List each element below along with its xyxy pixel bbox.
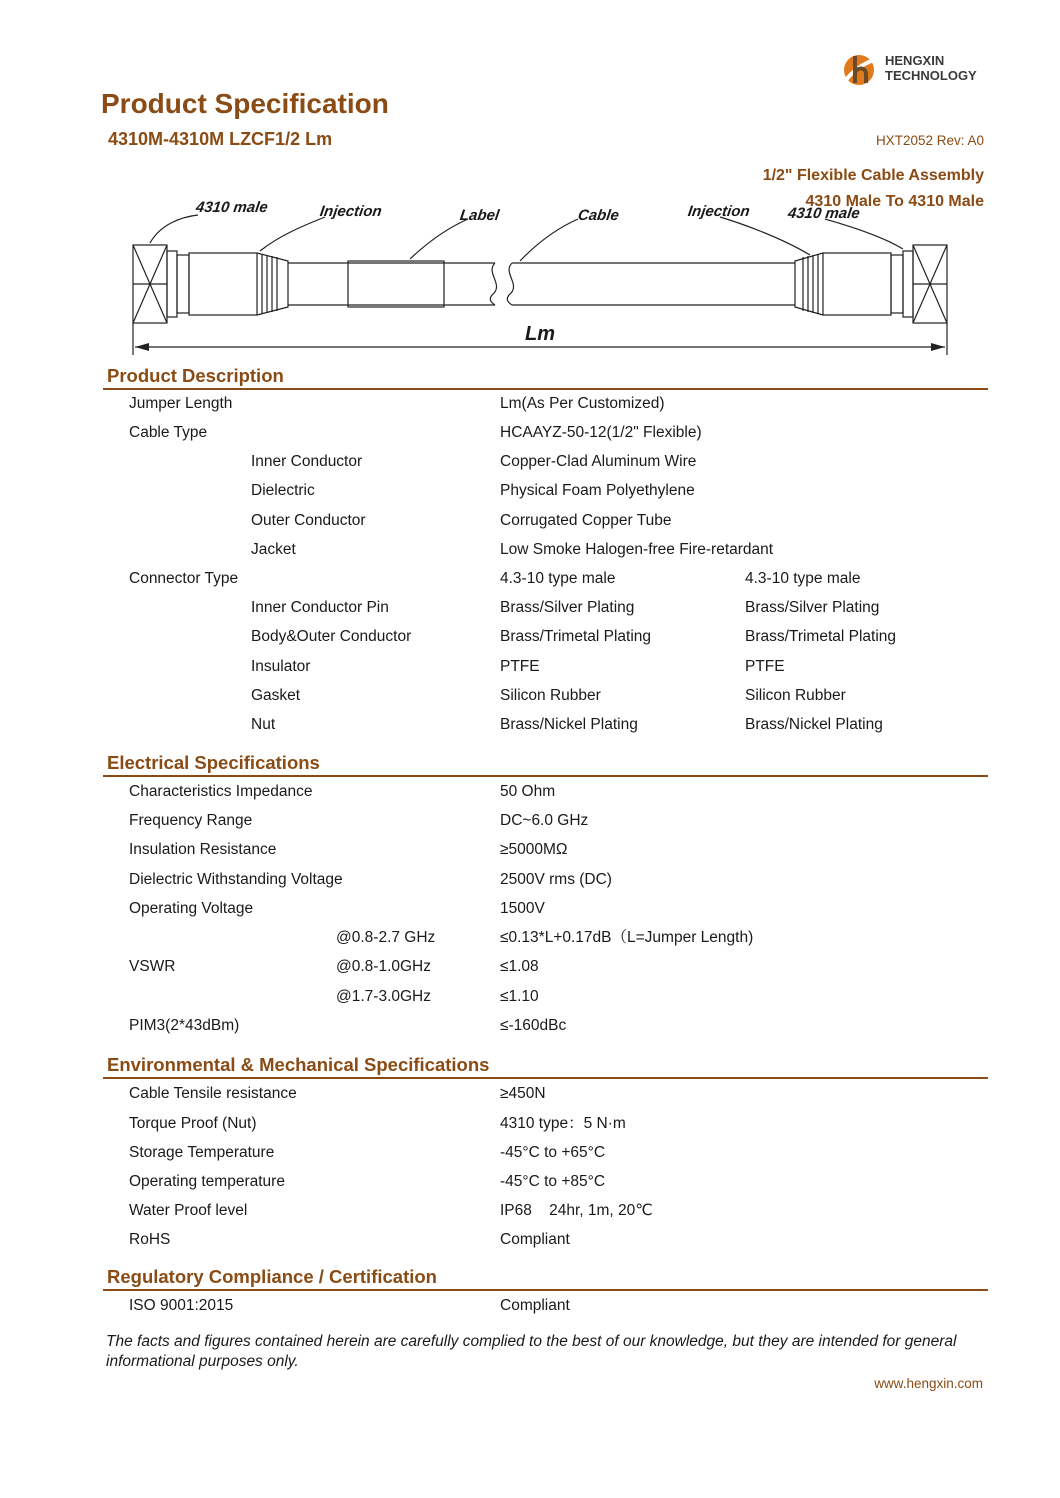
spec-name: Jumper Length — [129, 395, 233, 412]
spec-row — [0, 535, 1060, 564]
spec-value: IP68 24hr, 1m, 20℃ — [500, 1202, 653, 1219]
spec-value: PTFE — [500, 658, 540, 675]
spec-row — [0, 894, 1060, 923]
spec-row — [0, 710, 1060, 739]
model-number: 4310M-4310M LZCF1/2 Lm — [108, 129, 333, 149]
spec-value: ≤-160dBc — [500, 1017, 567, 1034]
spec-row — [0, 564, 1060, 593]
spec-row — [0, 835, 1060, 864]
spec-subname: Insulator — [251, 658, 311, 675]
cable-assembly-drawing — [120, 195, 960, 365]
spec-row — [0, 1167, 1060, 1196]
spec-value: Brass/Silver Plating — [500, 599, 635, 616]
spec-name: Cable Type — [129, 424, 208, 441]
spec-value: Compliant — [500, 1231, 570, 1248]
spec-name: Dielectric Withstanding Voltage — [129, 871, 343, 888]
spec-subname: Dielectric — [251, 482, 315, 499]
spec-row — [0, 593, 1060, 622]
spec-row — [0, 506, 1060, 535]
spec-row — [0, 681, 1060, 710]
regulatory-compliance-heading: Regulatory Compliance / Certification — [107, 1266, 437, 1287]
product-description-heading: Product Description — [107, 365, 284, 386]
spec-value-2: Silicon Rubber — [745, 687, 846, 704]
spec-row — [0, 1291, 1060, 1320]
right-connector-label: 4310 male — [786, 205, 861, 222]
spec-value: ≥450N — [500, 1085, 546, 1102]
spec-subname: Nut — [251, 716, 276, 733]
spec-subname: Gasket — [251, 687, 301, 704]
spec-value: Compliant — [500, 1297, 570, 1314]
spec-row — [0, 1138, 1060, 1167]
spec-value: 2500V rms (DC) — [500, 871, 612, 888]
spec-value: Lm(As Per Customized) — [500, 395, 665, 412]
page-title: Product Specification — [101, 88, 389, 119]
spec-value-2: Brass/Nickel Plating — [745, 716, 883, 733]
spec-value: ≥5000MΩ — [500, 841, 568, 858]
spec-value: 4.3-10 type male — [500, 570, 616, 587]
spec-value: ≤1.10 — [500, 988, 539, 1005]
spec-subname: Outer Conductor — [251, 512, 366, 529]
spec-row — [0, 652, 1060, 681]
assembly-line1: 1/2" Flexible Cable Assembly — [762, 167, 984, 184]
spec-name: PIM3(2*43dBm) — [129, 1017, 240, 1034]
spec-value: Low Smoke Halogen-free Fire-retardant — [500, 541, 774, 558]
spec-row — [0, 447, 1060, 476]
spec-row — [0, 1196, 1060, 1225]
spec-value: Brass/Nickel Plating — [500, 716, 638, 733]
spec-subname: Jacket — [251, 541, 296, 558]
left-connector-label: 4310 male — [194, 199, 269, 216]
spec-subname: Inner Conductor Pin — [251, 599, 389, 616]
spec-value-2: Brass/Silver Plating — [745, 599, 880, 616]
length-dimension-label: Lm — [525, 323, 555, 345]
spec-row — [0, 1109, 1060, 1138]
electrical-specifications-heading: Electrical Specifications — [107, 752, 320, 773]
spec-row — [0, 777, 1060, 806]
spec-name: Operating Voltage — [129, 900, 254, 917]
spec-name: VSWR — [129, 958, 176, 975]
assembly-line2: 4310 Male To 4310 Male — [805, 193, 984, 210]
spec-value: -45°C to +65°C — [500, 1144, 606, 1161]
spec-name: Water Proof level — [129, 1202, 248, 1219]
right-injection-label: Injection — [686, 203, 751, 220]
spec-name: Insulation Resistance — [129, 841, 277, 858]
spec-row — [0, 1225, 1060, 1254]
spec-name: Connector Type — [129, 570, 239, 587]
spec-value-2: 4.3-10 type male — [745, 570, 861, 587]
left-injection-label: Injection — [318, 203, 383, 220]
spec-row — [0, 865, 1060, 894]
spec-row — [0, 622, 1060, 651]
spec-name: Storage Temperature — [129, 1144, 275, 1161]
spec-name: Frequency Range — [129, 812, 253, 829]
spec-row — [0, 923, 1060, 952]
spec-value: Silicon Rubber — [500, 687, 601, 704]
spec-value: 1500V — [500, 900, 545, 917]
spec-value: DC~6.0 GHz — [500, 812, 589, 829]
spec-value: 50 Ohm — [500, 783, 556, 800]
spec-value-2: Brass/Trimetal Plating — [745, 628, 897, 645]
spec-value-2: PTFE — [745, 658, 785, 675]
spec-row — [0, 389, 1060, 418]
spec-value: ≤0.13*L+0.17dB（L=Jumper Length) — [500, 929, 754, 946]
spec-condition: @0.8-2.7 GHz — [336, 929, 436, 946]
logo-line2: TECHNOLOGY — [885, 68, 977, 83]
spec-row — [0, 982, 1060, 1011]
spec-value: Physical Foam Polyethylene — [500, 482, 695, 499]
spec-row — [0, 952, 1060, 981]
spec-name: Cable Tensile resistance — [129, 1085, 297, 1102]
spec-name: ISO 9001:2015 — [129, 1297, 234, 1314]
spec-subname: Inner Conductor — [251, 453, 363, 470]
spec-value: Brass/Trimetal Plating — [500, 628, 652, 645]
spec-value: HCAAYZ-50-12(1/2" Flexible) — [500, 424, 702, 441]
spec-name: Torque Proof (Nut) — [129, 1115, 257, 1132]
spec-row — [0, 476, 1060, 505]
spec-row — [0, 1079, 1060, 1108]
spec-value: ≤1.08 — [500, 958, 539, 975]
document-number: HXT2052 Rev: A0 — [875, 133, 984, 148]
cable-label: Cable — [576, 207, 621, 224]
company-website-link[interactable]: www.hengxin.com — [874, 1376, 983, 1391]
spec-value: -45°C to +85°C — [500, 1173, 606, 1190]
spec-row — [0, 806, 1060, 835]
hengxin-logo-icon — [842, 50, 876, 88]
spec-value: Corrugated Copper Tube — [500, 512, 672, 529]
spec-value: 4310 type：5 N·m — [500, 1115, 626, 1132]
spec-subname: Body&Outer Conductor — [251, 628, 412, 645]
spec-name: Operating temperature — [129, 1173, 285, 1190]
spec-row — [0, 1011, 1060, 1040]
spec-value: Copper-Clad Aluminum Wire — [500, 453, 697, 470]
logo-text — [885, 53, 977, 83]
spec-name: RoHS — [129, 1231, 171, 1248]
spec-condition: @1.7-3.0GHz — [336, 988, 431, 1005]
spec-condition: @0.8-1.0GHz — [336, 958, 431, 975]
logo-line1: HENGXIN — [885, 53, 945, 68]
environmental-specifications-heading: Environmental & Mechanical Specifications — [107, 1054, 490, 1075]
company-logo — [842, 50, 992, 90]
spec-row — [0, 418, 1060, 447]
spec-name: Characteristics Impedance — [129, 783, 313, 800]
disclaimer-text: The facts and figures contained herein are carefully complied to the best of our knowledge, but they are intended for general informational purposes only. — [106, 1333, 957, 1370]
label-sleeve-label: Label — [458, 207, 501, 224]
